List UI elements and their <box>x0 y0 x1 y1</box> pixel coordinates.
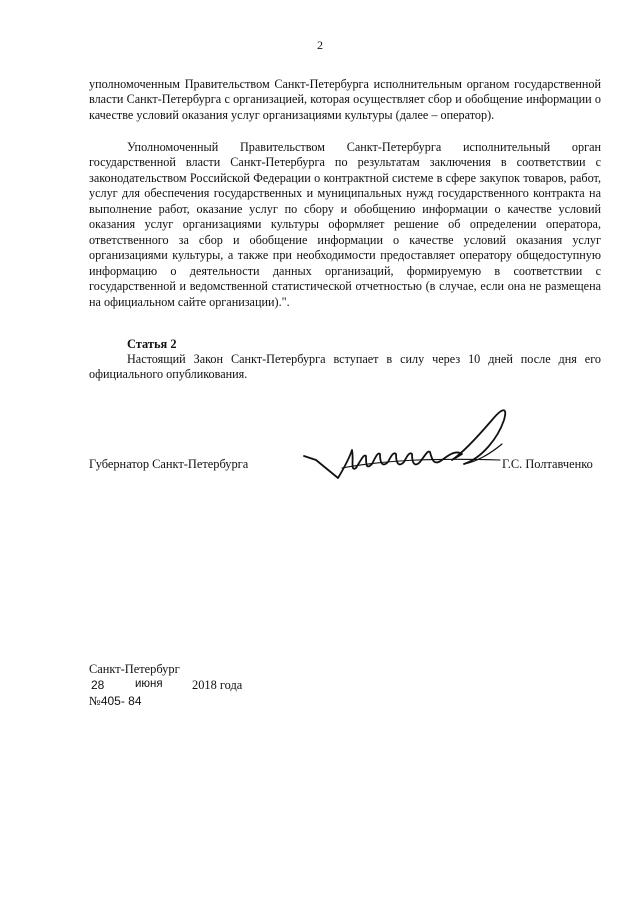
handwritten-signature <box>294 398 526 488</box>
article-heading: Статья 2 <box>127 337 177 351</box>
paragraph-operator-decision: Уполномоченный Правительством Санкт-Петербурга исполнительный орган государственной власти Санкт-Петербурга по результатам заключения в соответствии с законодательством Российской Федерации о контрактной системе в сфере закупок товаров, работ, услуг для обеспечения государственных и муниципальных нужд государственного контракта на выполнение работ, оказание услуг по сбору и обобщению информации о качестве условий оказания услуг организациями культуры оформляет решение об определении оператора, ответственного за сбор и обобщение информации о качестве условий оказания услуг организациями культуры, а также при необходимости предоставляет оператору общедоступную информацию о деятельности данных организаций, формируемую в соответствии с государственной и ведомственной статистической отчетностью (в случае, если она не размещена на официальном сайте организации).". <box>89 140 601 309</box>
signing-date <box>89 678 289 694</box>
date-day: 28 <box>91 678 105 692</box>
number-value: 405- 84 <box>100 694 142 708</box>
signing-place: Санкт-Петербург <box>89 662 180 676</box>
law-number <box>89 694 142 709</box>
date-year: 2018 года <box>192 678 243 692</box>
governor-name: Г.С. Полтавченко <box>502 457 593 471</box>
article-text: Настоящий Закон Санкт-Петербурга вступает в силу через 10 дней после дня его официального опубликования. <box>89 352 601 382</box>
page-number: 2 <box>317 38 323 52</box>
governor-title: Губернатор Санкт-Петербурга <box>89 457 249 471</box>
paragraph-continuation: уполномоченным Правительством Санкт-Петербурга исполнительным органом государственной власти Санкт-Петербурга с организацией, которая осуществляет сбор и обобщение информации о качестве условий оказания услуг организациями культуры (далее – оператор). <box>89 77 601 122</box>
date-month: июня <box>135 678 163 690</box>
number-prefix: № <box>89 694 101 708</box>
